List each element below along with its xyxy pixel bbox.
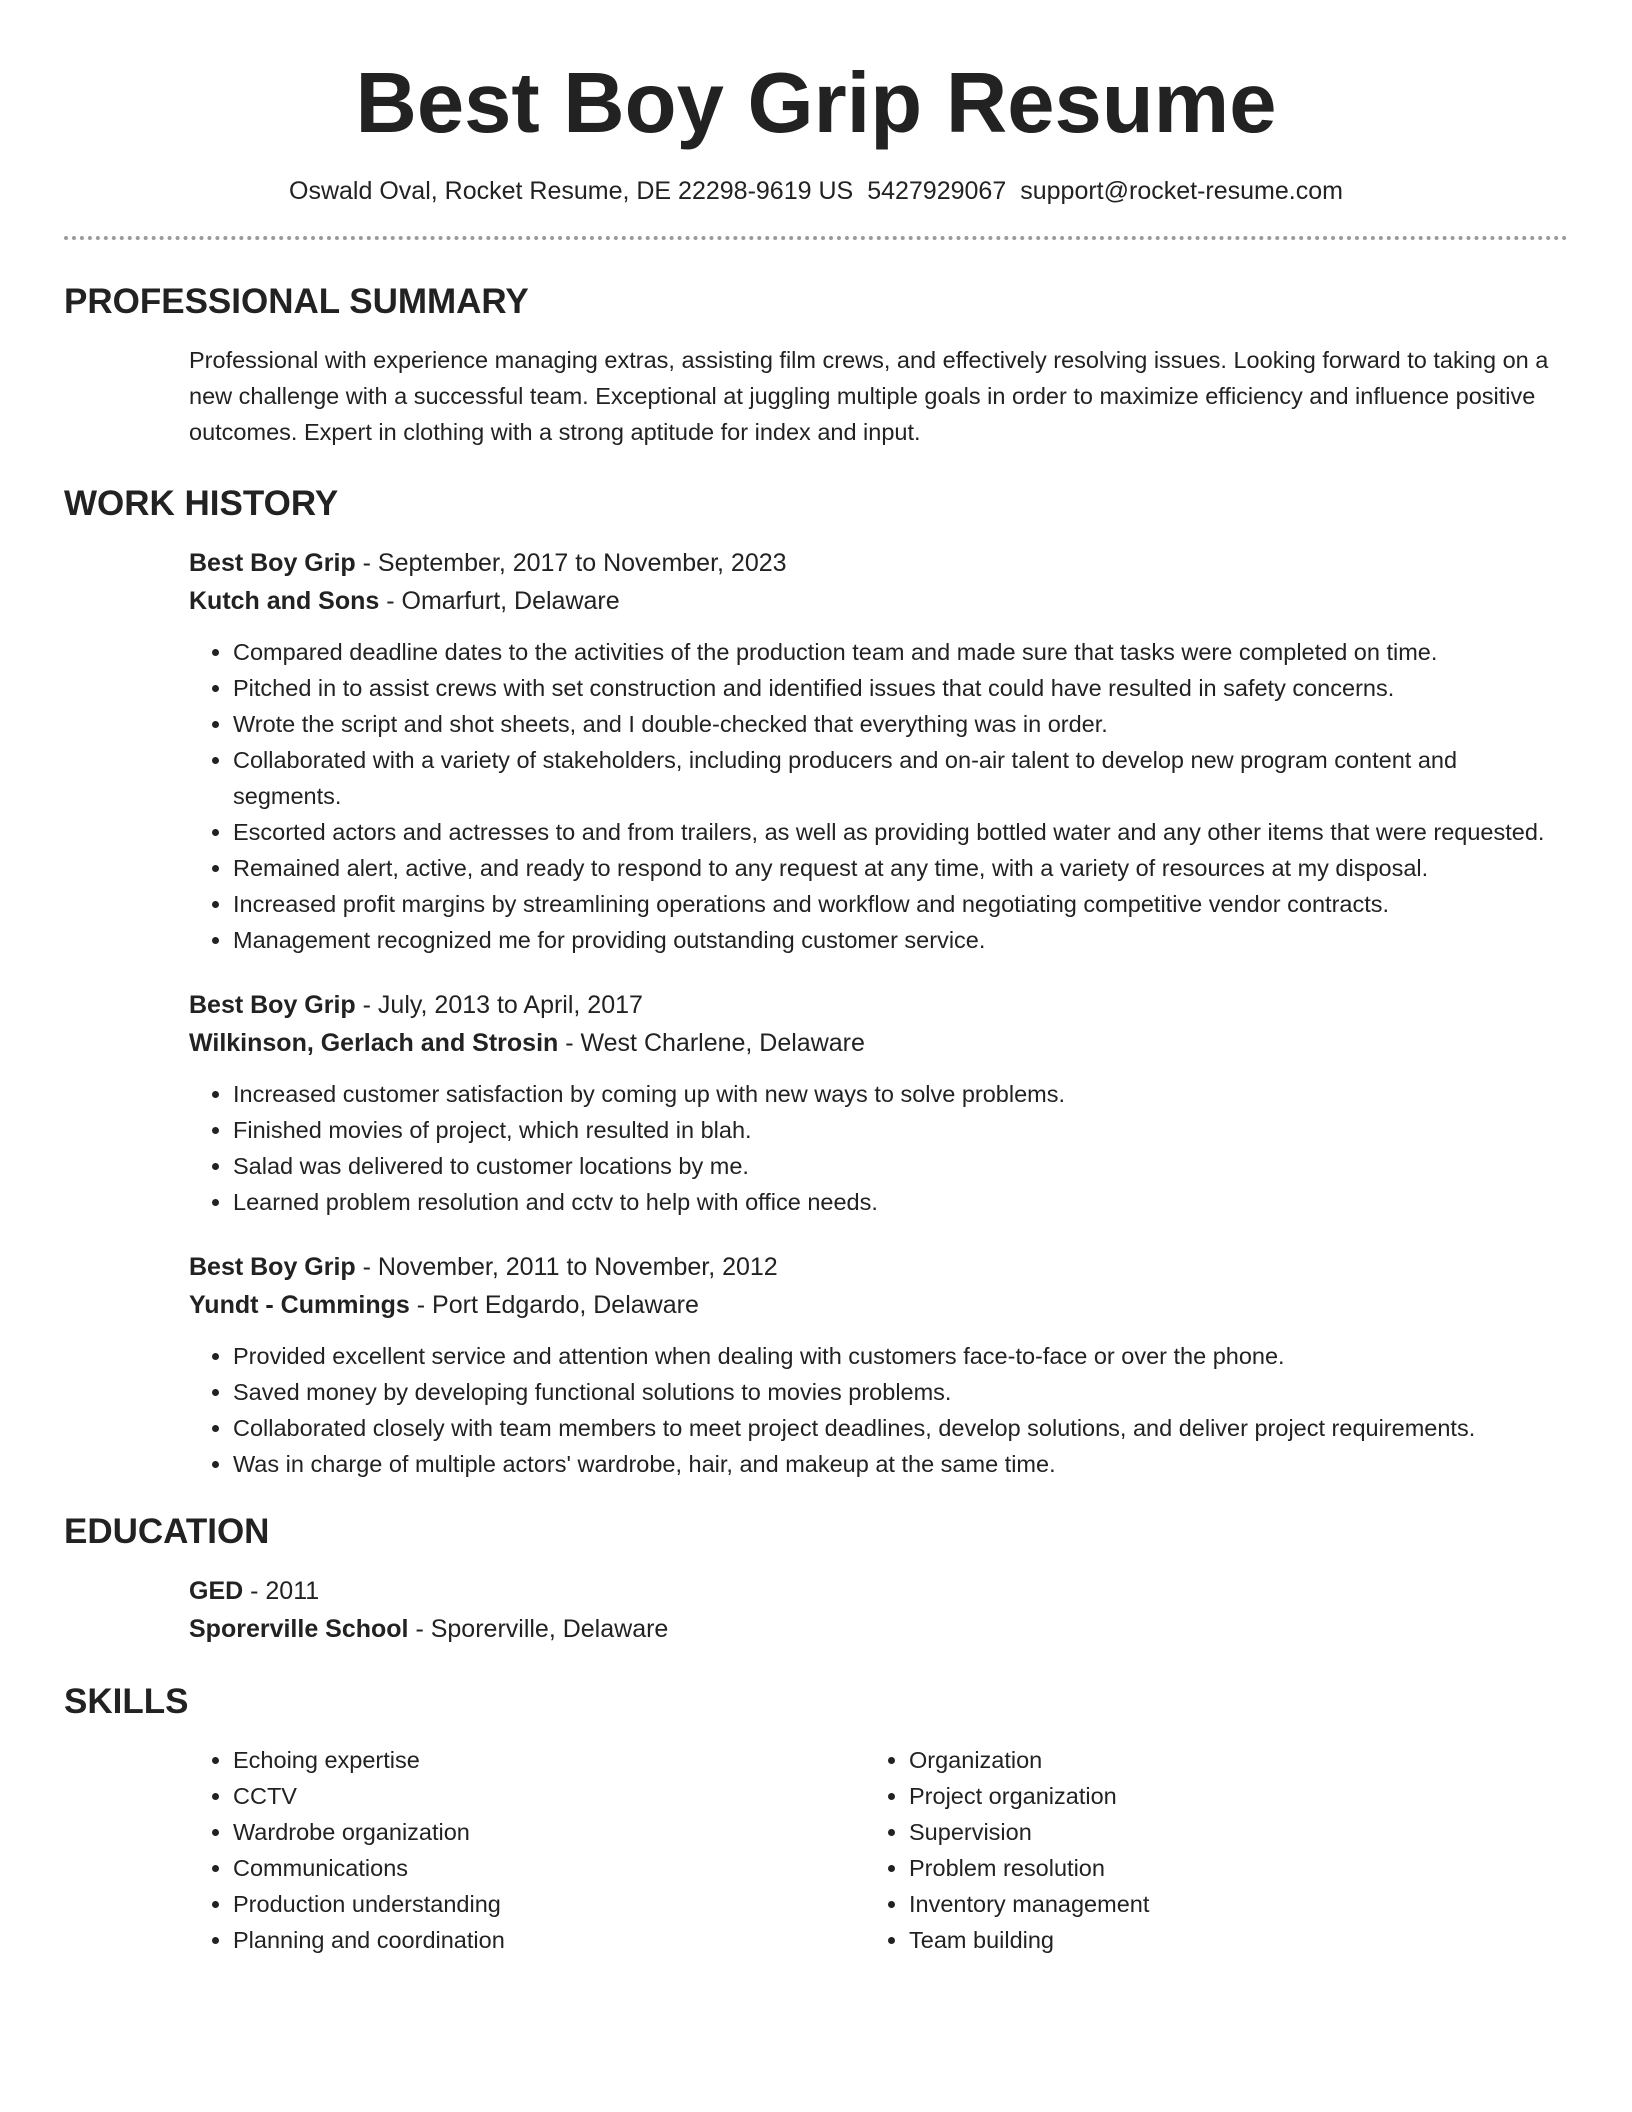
job-role: Best Boy Grip bbox=[189, 991, 356, 1019]
skill-item: • Production understanding bbox=[233, 1886, 865, 1922]
job-location: - Omarfurt, Delaware bbox=[379, 587, 620, 615]
work-history-section bbox=[64, 482, 1568, 1482]
skills-column-left bbox=[189, 1742, 865, 1958]
job-title-line bbox=[189, 1248, 1568, 1286]
education-location: - Sporerville, Delaware bbox=[408, 1615, 669, 1643]
skill-item: • Planning and coordination bbox=[233, 1922, 865, 1958]
job-location: - Port Edgardo, Delaware bbox=[409, 1291, 699, 1319]
skills-section bbox=[64, 1680, 1568, 1958]
skill-item: • CCTV bbox=[233, 1778, 865, 1814]
job-bullet: • Increased customer satisfaction by coming up with new ways to solve problems. bbox=[233, 1076, 1568, 1112]
job-dates: - November, 2011 to November, 2012 bbox=[355, 1253, 778, 1281]
skill-item: • Inventory management bbox=[909, 1886, 1541, 1922]
skill-item: • Organization bbox=[909, 1742, 1541, 1778]
job-bullet: • Learned problem resolution and cctv to help with office needs. bbox=[233, 1184, 1568, 1220]
job-bullet: • Increased profit margins by streamlining operations and workflow and negotiating competitive vendor contracts. bbox=[233, 886, 1568, 922]
job-entry bbox=[189, 544, 1568, 958]
job-bullet: • Saved money by developing functional solutions to movies problems. bbox=[233, 1374, 1568, 1410]
skill-item: • Team building bbox=[909, 1922, 1541, 1958]
skill-item: • Communications bbox=[233, 1850, 865, 1886]
job-bullet: • Provided excellent service and attention when dealing with customers face-to-face or over the phone. bbox=[233, 1338, 1568, 1374]
job-company: Kutch and Sons bbox=[189, 587, 380, 615]
work-history-heading: WORK HISTORY bbox=[64, 484, 339, 523]
job-bullets bbox=[189, 1076, 1568, 1220]
job-bullet: • Pitched in to assist crews with set construction and identified issues that could have resulted in safety concerns. bbox=[233, 670, 1568, 706]
contact-email: support@rocket-resume.com bbox=[1020, 177, 1343, 205]
header-divider bbox=[64, 236, 1568, 240]
job-bullets bbox=[189, 634, 1568, 958]
skill-item: • Echoing expertise bbox=[233, 1742, 865, 1778]
job-bullet: • Collaborated closely with team members to meet project deadlines, develop solutions, and deliver project requirements. bbox=[233, 1410, 1568, 1446]
jobs-list bbox=[189, 544, 1568, 1482]
resume-header bbox=[64, 0, 1568, 240]
job-company-line bbox=[189, 1286, 1568, 1324]
job-bullet: • Wrote the script and shot sheets, and I double-checked that everything was in order. bbox=[233, 706, 1568, 742]
skills-heading: SKILLS bbox=[64, 1682, 189, 1721]
education-school-line bbox=[189, 1610, 1568, 1648]
job-bullet: • Was in charge of multiple actors' wardrobe, hair, and makeup at the same time. bbox=[233, 1446, 1568, 1482]
job-bullet: • Salad was delivered to customer locations by me. bbox=[233, 1148, 1568, 1184]
job-company: Yundt - Cummings bbox=[189, 1291, 410, 1319]
skill-item: • Project organization bbox=[909, 1778, 1541, 1814]
job-bullet: • Escorted actors and actresses to and from trailers, as well as providing bottled water and any other items that were requested. bbox=[233, 814, 1568, 850]
job-dates: - September, 2017 to November, 2023 bbox=[355, 549, 787, 577]
skill-item: • Wardrobe organization bbox=[233, 1814, 865, 1850]
education-degree: GED bbox=[189, 1577, 244, 1605]
education-school: Sporerville School bbox=[189, 1615, 409, 1643]
job-bullet: • Collaborated with a variety of stakeholders, including producers and on-air talent to develop new program content and segments. bbox=[233, 742, 1568, 814]
resume-title: Best Boy Grip Resume bbox=[355, 56, 1277, 151]
contact-phone: 5427929067 bbox=[867, 177, 1007, 205]
job-title-line bbox=[189, 544, 1568, 582]
job-location: - West Charlene, Delaware bbox=[558, 1029, 865, 1057]
job-role: Best Boy Grip bbox=[189, 549, 356, 577]
job-role: Best Boy Grip bbox=[189, 1253, 356, 1281]
job-company: Wilkinson, Gerlach and Strosin bbox=[189, 1029, 559, 1057]
job-company-line bbox=[189, 582, 1568, 620]
education-year: - 2011 bbox=[243, 1577, 320, 1605]
summary-section bbox=[64, 280, 1568, 450]
summary-text: Professional with experience managing extras, assisting film crews, and effectively resolving issues. Looking forward to taking on a new challenge with a successful team. Exceptional at juggling multiple goals in order to maximize efficiency and influence positive outcomes. Expert in clothing with a strong aptitude for index and input. bbox=[189, 347, 1549, 445]
job-bullet: • Management recognized me for providing outstanding customer service. bbox=[233, 922, 1568, 958]
job-company-line bbox=[189, 1024, 1568, 1062]
job-title-line bbox=[189, 986, 1568, 1024]
education-heading: EDUCATION bbox=[64, 1512, 270, 1551]
job-bullet: • Compared deadline dates to the activities of the production team and made sure that tasks were completed on time. bbox=[233, 634, 1568, 670]
contact-address: Oswald Oval, Rocket Resume, DE 22298-9619 US bbox=[289, 177, 854, 205]
job-bullet: • Remained alert, active, and ready to respond to any request at any time, with a variety of resources at my disposal. bbox=[233, 850, 1568, 886]
job-bullets bbox=[189, 1338, 1568, 1482]
education-section bbox=[64, 1510, 1568, 1648]
education-degree-line bbox=[189, 1572, 1568, 1610]
job-entry bbox=[189, 986, 1568, 1220]
job-entry bbox=[189, 1248, 1568, 1482]
summary-heading: PROFESSIONAL SUMMARY bbox=[64, 282, 529, 321]
skill-item: • Supervision bbox=[909, 1814, 1541, 1850]
job-dates: - July, 2013 to April, 2017 bbox=[355, 991, 643, 1019]
job-bullet: • Finished movies of project, which resulted in blah. bbox=[233, 1112, 1568, 1148]
contact-line bbox=[64, 174, 1568, 208]
skills-column-right bbox=[865, 1742, 1541, 1958]
skill-item: • Problem resolution bbox=[909, 1850, 1541, 1886]
